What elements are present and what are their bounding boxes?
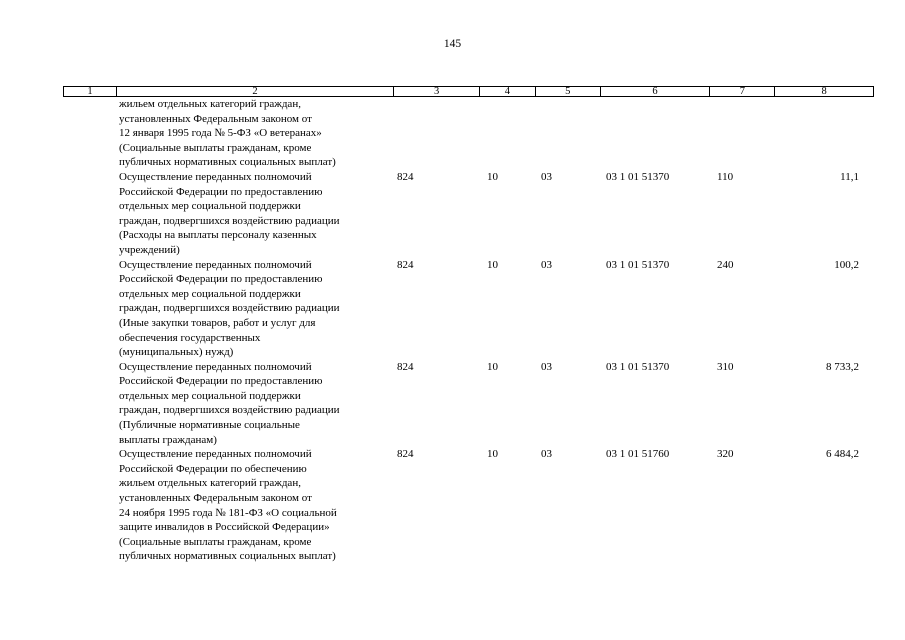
table-row xyxy=(63,97,874,170)
row-col-1 xyxy=(63,447,116,564)
page-number: 145 xyxy=(443,38,462,50)
row-col-6: 03 1 01 51370 xyxy=(606,258,670,271)
header-col-3: 3 xyxy=(394,87,480,96)
row-description: Осуществление переданных полномочий Российской Федерации по предоставлению отдельных мер социальной поддержки граждан, подвергшихся воздействию радиации (Расходы на выплаты персоналу казенных учреждений) xyxy=(119,170,340,256)
row-col-8: 100,2 xyxy=(834,258,859,271)
header-col-2: 2 xyxy=(117,87,394,96)
row-col-5: 03 xyxy=(541,170,552,183)
row-col-3: 824 xyxy=(397,360,414,373)
row-col-7: 310 xyxy=(717,360,734,373)
budget-table xyxy=(63,86,874,564)
header-col-4: 4 xyxy=(480,87,536,96)
row-col-7: 110 xyxy=(717,170,734,183)
row-col-8: 8 733,2 xyxy=(826,360,859,373)
row-col-6: 03 1 01 51370 xyxy=(606,360,670,373)
row-col-4 xyxy=(480,97,536,170)
row-col-1 xyxy=(63,170,116,258)
row-col-1 xyxy=(63,258,116,360)
row-col-7: 320 xyxy=(717,448,734,461)
table-row xyxy=(63,360,874,448)
row-col-8 xyxy=(776,97,874,170)
row-col-8: 6 484,2 xyxy=(826,448,859,461)
row-description: Осуществление переданных полномочий Российской Федерации по предоставлению отдельных мер социальной поддержки граждан, подвергшихся воздействию радиации (Публичные нормативные социальные выплаты гражданам) xyxy=(119,360,340,446)
row-col-6: 03 1 01 51370 xyxy=(606,170,670,183)
row-col-4: 10 xyxy=(487,360,498,373)
row-col-6 xyxy=(601,97,711,170)
table-header xyxy=(63,86,874,97)
row-col-5 xyxy=(536,97,601,170)
row-col-3: 824 xyxy=(397,448,414,461)
row-col-5: 03 xyxy=(541,448,552,461)
row-col-1 xyxy=(63,360,116,448)
row-col-8: 11,1 xyxy=(840,170,859,183)
row-col-5: 03 xyxy=(541,360,552,373)
row-col-3: 824 xyxy=(397,258,414,271)
header-col-8: 8 xyxy=(821,86,827,97)
header-col-6: 6 xyxy=(601,87,711,96)
row-col-7 xyxy=(711,97,776,170)
row-col-7: 240 xyxy=(717,258,734,271)
table-row xyxy=(63,447,874,564)
row-col-4: 10 xyxy=(487,170,498,183)
row-col-3 xyxy=(394,97,480,170)
row-col-5: 03 xyxy=(541,258,552,271)
row-col-4: 10 xyxy=(487,448,498,461)
row-description: жильем отдельных категорий граждан, установленных Федеральным законом от 12 января 1995 года № 5-ФЗ «О ветеранах» (Социальные выплаты гражданам, кроме публичных нормативных социальных выплат) xyxy=(119,98,336,169)
row-col-3: 824 xyxy=(397,170,414,183)
row-col-6: 03 1 01 51760 xyxy=(606,448,670,461)
table-row xyxy=(63,170,874,258)
header-col-5: 5 xyxy=(536,87,601,96)
row-col-1 xyxy=(63,97,116,170)
row-description: Осуществление переданных полномочий Российской Федерации по обеспечению жильем отдельных категорий граждан, установленных Федеральным законом от 24 ноября 1995 года № 181-ФЗ «О социальной защите инвалидов в Российской Федерации» (Социальные выплаты гражданам, кроме публичных нормативных социальных выплат) xyxy=(119,448,337,563)
row-col-4: 10 xyxy=(487,258,498,271)
header-col-1: 1 xyxy=(64,87,117,96)
table-row xyxy=(63,258,874,360)
row-description: Осуществление переданных полномочий Российской Федерации по предоставлению отдельных мер социальной поддержки граждан, подвергшихся воздействию радиации (Иные закупки товаров, работ и услуг для обеспечения государственных (муниципальных) нужд) xyxy=(119,258,340,359)
header-col-7: 7 xyxy=(710,87,775,96)
